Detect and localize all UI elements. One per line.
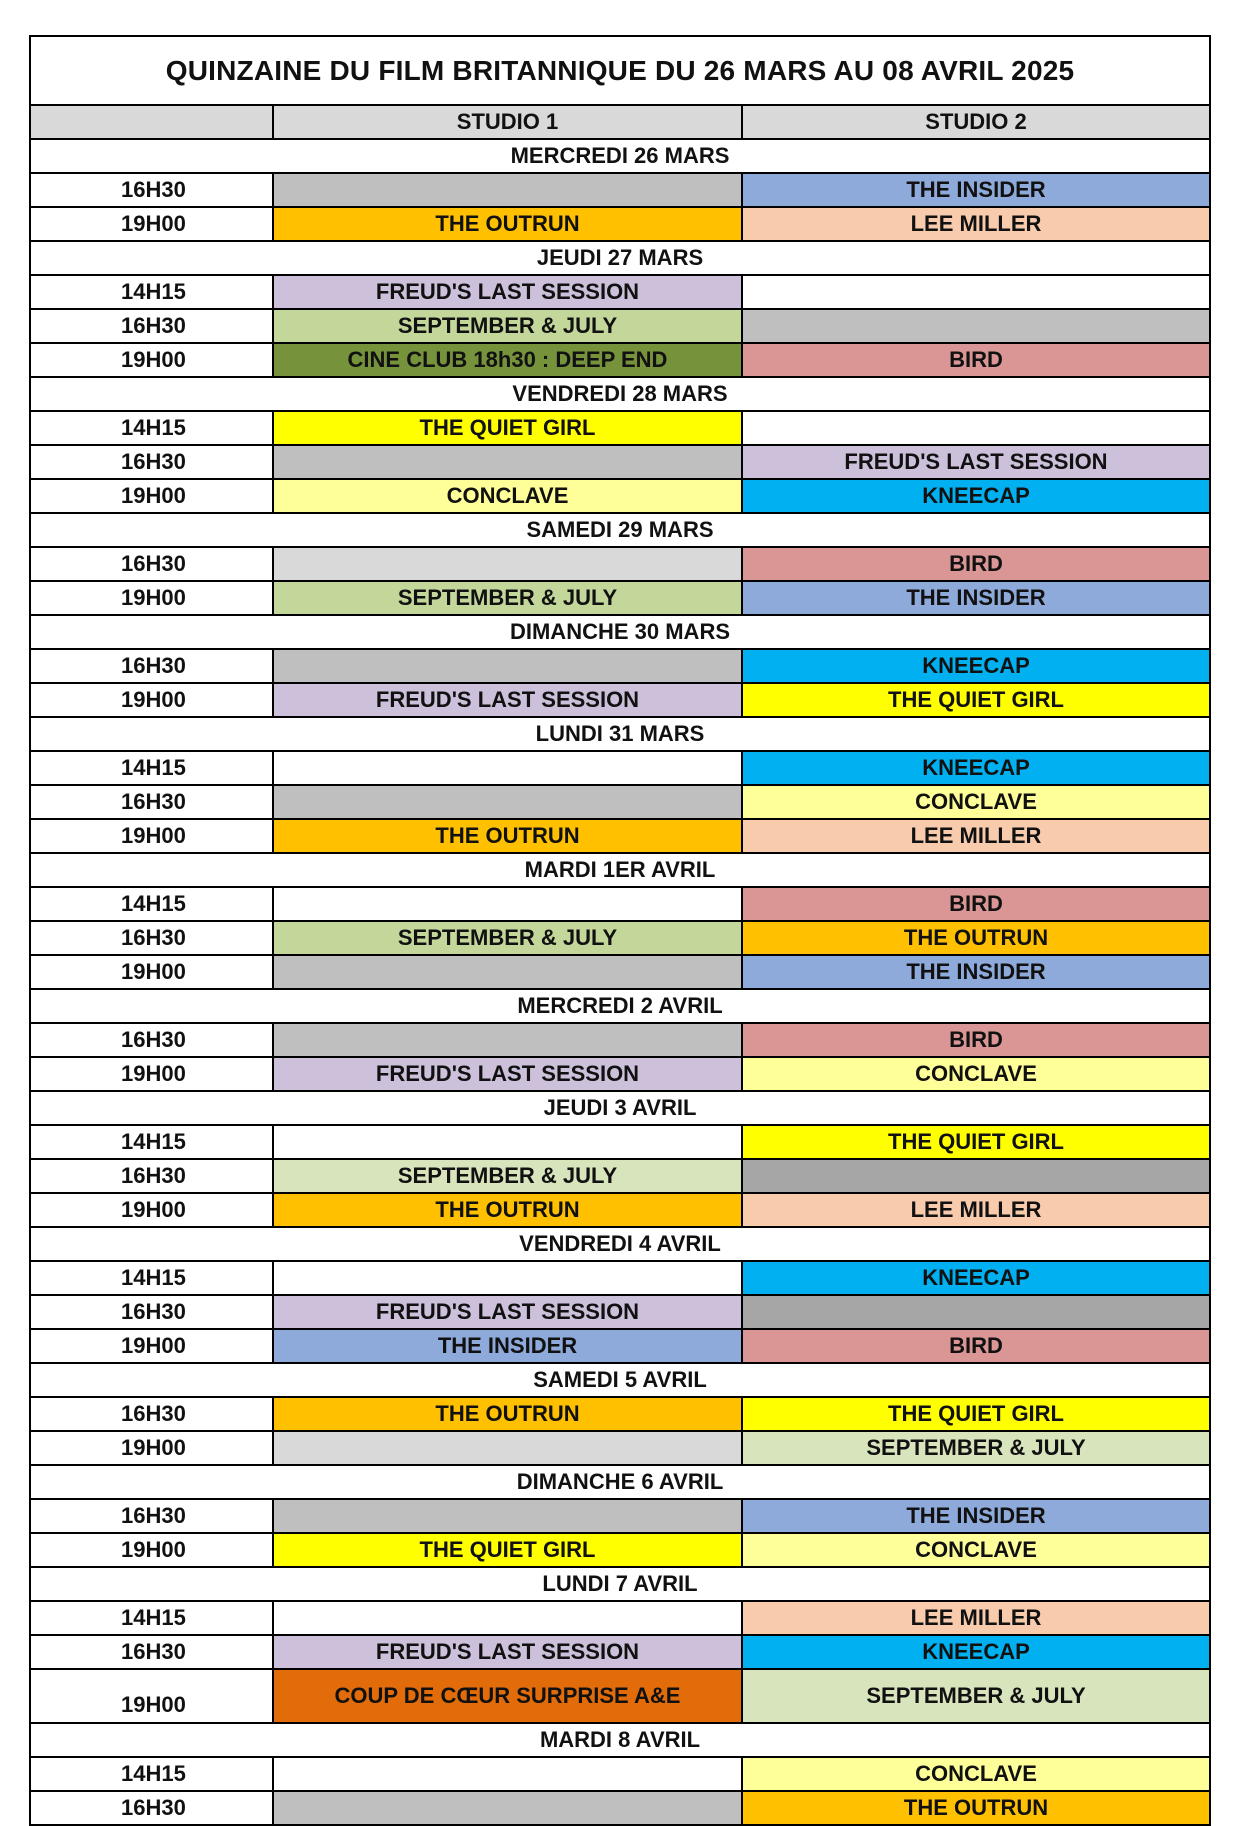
studio-1-screening: FREUD'S LAST SESSION xyxy=(274,1296,743,1328)
studio-2-screening: SEPTEMBER & JULY xyxy=(743,1670,1209,1722)
studio-1-screening xyxy=(274,786,743,818)
time-cell: 14H15 xyxy=(31,1758,274,1790)
schedule-row xyxy=(31,1160,1209,1194)
schedule-row xyxy=(31,1500,1209,1534)
day-header: MERCREDI 2 AVRIL xyxy=(31,990,1209,1024)
schedule-row xyxy=(31,548,1209,582)
schedule-row xyxy=(31,1330,1209,1364)
studio-2-screening: CONCLAVE xyxy=(743,1534,1209,1566)
time-cell: 14H15 xyxy=(31,1262,274,1294)
studio-2-screening: THE OUTRUN xyxy=(743,922,1209,954)
studio-1-screening xyxy=(274,1792,743,1824)
studio-2-screening xyxy=(743,310,1209,342)
studio-1-screening: FREUD'S LAST SESSION xyxy=(274,276,743,308)
schedule-row xyxy=(31,1636,1209,1670)
studio-2-screening: THE INSIDER xyxy=(743,582,1209,614)
schedule-sheet xyxy=(29,35,1211,1826)
studio-1-screening xyxy=(274,1758,743,1790)
studio-2-screening: LEE MILLER xyxy=(743,1602,1209,1634)
schedule-row xyxy=(31,1058,1209,1092)
studio-1-screening: THE OUTRUN xyxy=(274,820,743,852)
day-header: LUNDI 7 AVRIL xyxy=(31,1568,1209,1602)
studio-1-screening: FREUD'S LAST SESSION xyxy=(274,1058,743,1090)
time-cell: 14H15 xyxy=(31,752,274,784)
studio-2-screening: KNEECAP xyxy=(743,650,1209,682)
time-cell: 19H00 xyxy=(31,208,274,240)
schedule-row xyxy=(31,310,1209,344)
time-cell: 16H30 xyxy=(31,1636,274,1668)
studio-2-screening: SEPTEMBER & JULY xyxy=(743,1432,1209,1464)
studio-2-screening: BIRD xyxy=(743,344,1209,376)
day-header: MARDI 8 AVRIL xyxy=(31,1724,1209,1758)
studio-1-column-header: STUDIO 1 xyxy=(274,106,743,138)
schedule-row xyxy=(31,174,1209,208)
studio-2-screening: KNEECAP xyxy=(743,480,1209,512)
schedule-row xyxy=(31,820,1209,854)
schedule-row xyxy=(31,1398,1209,1432)
page-title: QUINZAINE DU FILM BRITANNIQUE DU 26 MARS AU 08 AVRIL 2025 xyxy=(31,37,1209,106)
day-header: SAMEDI 5 AVRIL xyxy=(31,1364,1209,1398)
studio-1-screening: CINE CLUB 18h30 : DEEP END xyxy=(274,344,743,376)
studio-1-screening xyxy=(274,956,743,988)
studio-2-screening: BIRD xyxy=(743,548,1209,580)
schedule-row xyxy=(31,1194,1209,1228)
studio-1-screening xyxy=(274,1500,743,1532)
studio-2-screening: FREUD'S LAST SESSION xyxy=(743,446,1209,478)
studio-1-screening xyxy=(274,752,743,784)
time-cell: 19H00 xyxy=(31,1432,274,1464)
day-header: MERCREDI 26 MARS xyxy=(31,140,1209,174)
studio-2-screening: BIRD xyxy=(743,1330,1209,1362)
time-cell: 19H00 xyxy=(31,1330,274,1362)
studio-1-screening xyxy=(274,1602,743,1634)
time-cell: 19H00 xyxy=(31,684,274,716)
studio-2-screening: CONCLAVE xyxy=(743,1058,1209,1090)
studio-2-screening: LEE MILLER xyxy=(743,1194,1209,1226)
studio-1-screening xyxy=(274,888,743,920)
studio-1-screening: THE OUTRUN xyxy=(274,208,743,240)
studio-2-screening: LEE MILLER xyxy=(743,208,1209,240)
studio-2-screening: BIRD xyxy=(743,888,1209,920)
studio-1-screening: CONCLAVE xyxy=(274,480,743,512)
studio-1-screening xyxy=(274,1024,743,1056)
time-cell: 16H30 xyxy=(31,1024,274,1056)
time-cell: 19H00 xyxy=(31,956,274,988)
time-cell: 19H00 xyxy=(31,1534,274,1566)
schedule-row xyxy=(31,888,1209,922)
time-cell: 16H30 xyxy=(31,548,274,580)
time-cell: 16H30 xyxy=(31,446,274,478)
day-header: SAMEDI 29 MARS xyxy=(31,514,1209,548)
time-cell: 19H00 xyxy=(31,582,274,614)
studio-2-screening: CONCLAVE xyxy=(743,786,1209,818)
schedule-row xyxy=(31,650,1209,684)
time-cell: 14H15 xyxy=(31,1602,274,1634)
schedule-row xyxy=(31,922,1209,956)
schedule-row xyxy=(31,1262,1209,1296)
studio-2-screening: LEE MILLER xyxy=(743,820,1209,852)
schedule-row xyxy=(31,1792,1209,1824)
schedule-row xyxy=(31,1670,1209,1724)
studio-2-screening: THE OUTRUN xyxy=(743,1792,1209,1824)
day-header: JEUDI 27 MARS xyxy=(31,242,1209,276)
studio-1-screening xyxy=(274,1262,743,1294)
studio-2-screening: KNEECAP xyxy=(743,1636,1209,1668)
day-header: VENDREDI 28 MARS xyxy=(31,378,1209,412)
studio-2-screening xyxy=(743,276,1209,308)
time-cell: 19H00 xyxy=(31,344,274,376)
time-cell: 19H00 xyxy=(31,1058,274,1090)
studio-1-screening: SEPTEMBER & JULY xyxy=(274,310,743,342)
studio-1-screening: SEPTEMBER & JULY xyxy=(274,582,743,614)
time-cell: 19H00 xyxy=(31,820,274,852)
studio-1-screening: COUP DE CŒUR SURPRISE A&E xyxy=(274,1670,743,1722)
studio-2-screening: KNEECAP xyxy=(743,1262,1209,1294)
time-cell: 19H00 xyxy=(31,1670,274,1722)
studio-1-screening: SEPTEMBER & JULY xyxy=(274,1160,743,1192)
schedule-row xyxy=(31,1758,1209,1792)
studio-2-screening xyxy=(743,412,1209,444)
studio-1-screening: FREUD'S LAST SESSION xyxy=(274,684,743,716)
day-header: VENDREDI 4 AVRIL xyxy=(31,1228,1209,1262)
schedule-row xyxy=(31,956,1209,990)
schedule-body xyxy=(31,140,1209,1824)
schedule-row xyxy=(31,1024,1209,1058)
studio-1-screening: THE INSIDER xyxy=(274,1330,743,1362)
time-cell: 16H30 xyxy=(31,922,274,954)
studio-1-screening xyxy=(274,174,743,206)
schedule-row xyxy=(31,480,1209,514)
time-cell: 16H30 xyxy=(31,174,274,206)
schedule-row xyxy=(31,1432,1209,1466)
schedule-row xyxy=(31,276,1209,310)
studio-2-screening: CONCLAVE xyxy=(743,1758,1209,1790)
time-cell: 19H00 xyxy=(31,480,274,512)
studio-2-screening: THE INSIDER xyxy=(743,956,1209,988)
column-header-row xyxy=(31,106,1209,140)
time-cell: 16H30 xyxy=(31,1296,274,1328)
studio-1-screening: THE QUIET GIRL xyxy=(274,412,743,444)
time-cell: 16H30 xyxy=(31,1500,274,1532)
time-cell: 16H30 xyxy=(31,1160,274,1192)
schedule-row xyxy=(31,1296,1209,1330)
time-cell: 16H30 xyxy=(31,786,274,818)
studio-1-screening xyxy=(274,548,743,580)
time-cell: 14H15 xyxy=(31,412,274,444)
time-cell: 19H00 xyxy=(31,1194,274,1226)
studio-1-screening: THE OUTRUN xyxy=(274,1194,743,1226)
day-header: MARDI 1ER AVRIL xyxy=(31,854,1209,888)
day-header: JEUDI 3 AVRIL xyxy=(31,1092,1209,1126)
studio-1-screening: THE OUTRUN xyxy=(274,1398,743,1430)
studio-1-screening: THE QUIET GIRL xyxy=(274,1534,743,1566)
schedule-row xyxy=(31,344,1209,378)
schedule-row xyxy=(31,1602,1209,1636)
studio-1-screening: SEPTEMBER & JULY xyxy=(274,922,743,954)
schedule-row xyxy=(31,582,1209,616)
schedule-row xyxy=(31,412,1209,446)
studio-2-screening: THE QUIET GIRL xyxy=(743,684,1209,716)
day-header: DIMANCHE 6 AVRIL xyxy=(31,1466,1209,1500)
studio-2-screening: THE QUIET GIRL xyxy=(743,1126,1209,1158)
studio-1-screening: FREUD'S LAST SESSION xyxy=(274,1636,743,1668)
studio-2-screening: BIRD xyxy=(743,1024,1209,1056)
studio-1-screening xyxy=(274,650,743,682)
time-cell: 16H30 xyxy=(31,650,274,682)
day-header: LUNDI 31 MARS xyxy=(31,718,1209,752)
schedule-row xyxy=(31,752,1209,786)
schedule-row xyxy=(31,1534,1209,1568)
schedule-row xyxy=(31,786,1209,820)
studio-1-screening xyxy=(274,1126,743,1158)
schedule-row xyxy=(31,684,1209,718)
studio-2-screening xyxy=(743,1160,1209,1192)
schedule-row xyxy=(31,1126,1209,1160)
time-cell: 14H15 xyxy=(31,1126,274,1158)
time-column-header xyxy=(31,106,274,138)
time-cell: 14H15 xyxy=(31,276,274,308)
studio-2-screening: THE INSIDER xyxy=(743,174,1209,206)
studio-2-screening: THE INSIDER xyxy=(743,1500,1209,1532)
time-cell: 14H15 xyxy=(31,888,274,920)
time-cell: 16H30 xyxy=(31,1398,274,1430)
studio-2-column-header: STUDIO 2 xyxy=(743,106,1209,138)
studio-2-screening: KNEECAP xyxy=(743,752,1209,784)
schedule-row xyxy=(31,446,1209,480)
studio-1-screening xyxy=(274,446,743,478)
schedule-row xyxy=(31,208,1209,242)
day-header: DIMANCHE 30 MARS xyxy=(31,616,1209,650)
time-cell: 16H30 xyxy=(31,310,274,342)
studio-2-screening xyxy=(743,1296,1209,1328)
time-cell: 16H30 xyxy=(31,1792,274,1824)
studio-2-screening: THE QUIET GIRL xyxy=(743,1398,1209,1430)
studio-1-screening xyxy=(274,1432,743,1464)
